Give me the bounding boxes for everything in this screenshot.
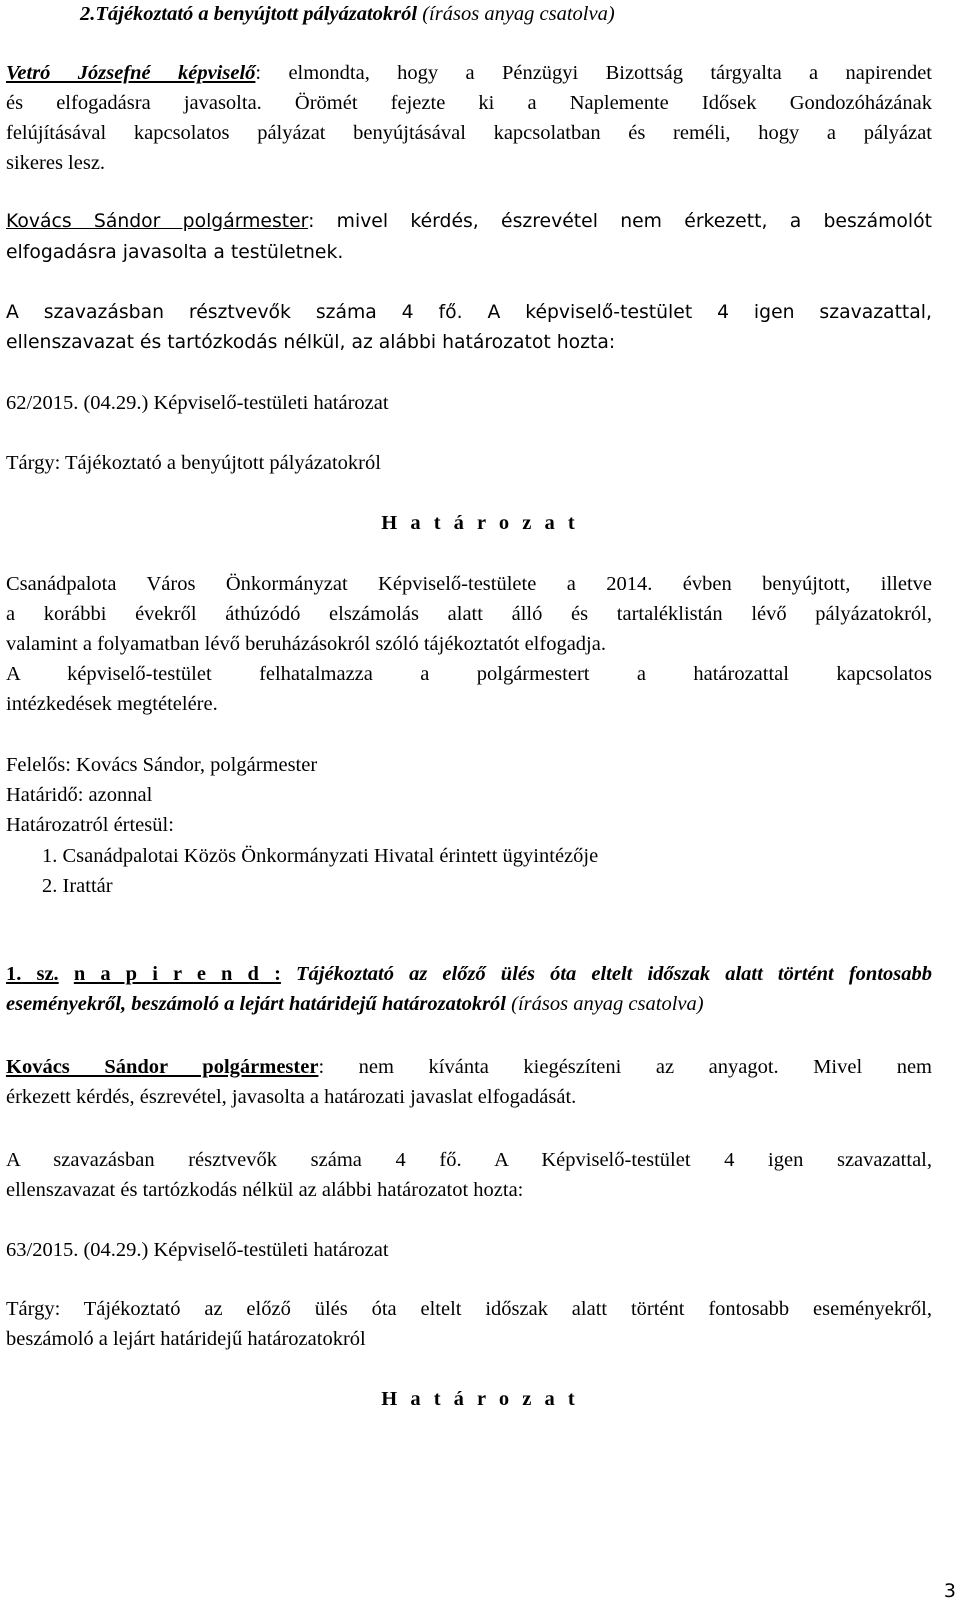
speaker1-name: Vetró Józsefné képviselő	[6, 62, 256, 84]
deadline: Határidő: azonnal	[6, 784, 153, 806]
agenda1-title-2: eseményekről, beszámoló a lejárt határidejű határozatokról	[6, 993, 506, 1015]
resolution-body-2: a korábbi évekről áthúzódó elszámolás alatt álló és tartaléklistán lévő pályázatokról,	[6, 603, 932, 625]
agenda1-subject-line2: beszámoló a lejárt határidejű határozatokról	[6, 1328, 366, 1350]
resolution-subject: Tárgy: Tájékoztató a benyújtott pályázatokról	[6, 452, 381, 474]
agenda1-speaker-line1	[6, 1055, 932, 1079]
agenda1-title-note: (írásos anyag csatolva)	[511, 993, 704, 1015]
notify-item-1: 1. Csanádpalotai Közös Önkormányzati Hivatal érintett ügyintézője	[42, 845, 599, 867]
agenda1-vote-line1: A szavazásban résztvevők száma 4 fő. A Képviselő-testület 4 igen szavazattal,	[6, 1149, 932, 1171]
resolution-heading: H a t á r o z a t	[381, 512, 579, 534]
speaker2-line1	[6, 210, 932, 234]
responsible: Felelős: Kovács Sándor, polgármester	[6, 754, 318, 776]
section-heading-title: 2.Tájékoztató a benyújtott pályázatokról	[80, 3, 418, 25]
resolution-body-5: intézkedések megtételére.	[6, 693, 218, 715]
resolution-body-1: Csanádpalota Város Önkormányzat Képviselő-testülete a 2014. évben benyújtott, illetve	[6, 573, 932, 595]
speaker1-line3: felújításával kapcsolatos pályázat benyújtásával kapcsolatban és reméli, hogy a pályázat	[6, 122, 932, 144]
agenda1-heading-line1	[6, 962, 932, 986]
agenda1-speaker-name: Kovács Sándor polgármester	[6, 1056, 319, 1078]
resolution-body-4: A képviselő-testület felhatalmazza a polgármestert a határozattal kapcsolatos	[6, 663, 932, 685]
vote-line1	[6, 301, 932, 325]
page-number: 3	[943, 1580, 956, 1602]
speaker1-line2: és elfogadásra javasolta. Örömét fejezte ki a Naplemente Idősek Gondozóházának	[6, 92, 932, 114]
vote-result: A képviselő-testület 4 igen szavazattal,	[462, 302, 932, 323]
section-heading	[80, 2, 615, 26]
agenda1-resolution-heading: H a t á r o z a t	[381, 1388, 579, 1410]
agenda1-speaker-line2: érkezett kérdés, észrevétel, javasolta a határozati javaslat elfogadását.	[6, 1086, 577, 1108]
speaker2-text-1: : mivel kérdés, észrevétel nem érkezett, a beszámolót	[308, 211, 932, 232]
vote-count: A szavazásban résztvevők száma 4 fő.	[6, 302, 463, 323]
agenda1-speaker-text-1: : nem kívánta kiegészíteni az anyagot. Mivel nem	[318, 1056, 933, 1078]
agenda1-label: n a p i r e n d :	[73, 963, 281, 985]
resolution-body-3: valamint a folyamatban lévő beruházásokról szóló tájékoztatót elfogadja.	[6, 633, 606, 655]
agenda1-subject-line1: Tárgy: Tájékoztató az előző ülés óta eltelt időszak alatt történt fontosabb eseményekről,	[6, 1298, 932, 1320]
speaker2-name: Kovács Sándor polgármester	[6, 211, 309, 232]
agenda1-title-1: Tájékoztató az előző ülés óta eltelt időszak alatt történt fontosabb	[296, 963, 933, 985]
speaker1-text-1: : elmondta, hogy a Pénzügyi Bizottság tárgyalta a napirendet	[255, 62, 932, 84]
resolution-number: 62/2015. (04.29.) Képviselő-testületi határozat	[6, 392, 389, 414]
section-heading-note: (írásos anyag csatolva)	[422, 3, 615, 25]
speaker2-line2: elfogadásra javasolta a testületnek.	[6, 242, 344, 263]
agenda1-heading-line2	[6, 992, 704, 1016]
speaker1-line4: sikeres lesz.	[6, 152, 106, 174]
notified-label: Határozatról értesül:	[6, 814, 174, 836]
speaker1-line1	[6, 61, 932, 85]
agenda1-number: 1. sz.	[6, 963, 59, 985]
agenda1-resolution-number: 63/2015. (04.29.) Képviselő-testületi határozat	[6, 1239, 389, 1261]
agenda1-vote-line2: ellenszavazat és tartózkodás nélkül az alábbi határozatot hozta:	[6, 1179, 524, 1201]
notify-item-2: 2. Irattár	[42, 875, 113, 897]
vote-line2: ellenszavazat és tartózkodás nélkül, az alábbi határozatot hozta:	[6, 332, 616, 353]
